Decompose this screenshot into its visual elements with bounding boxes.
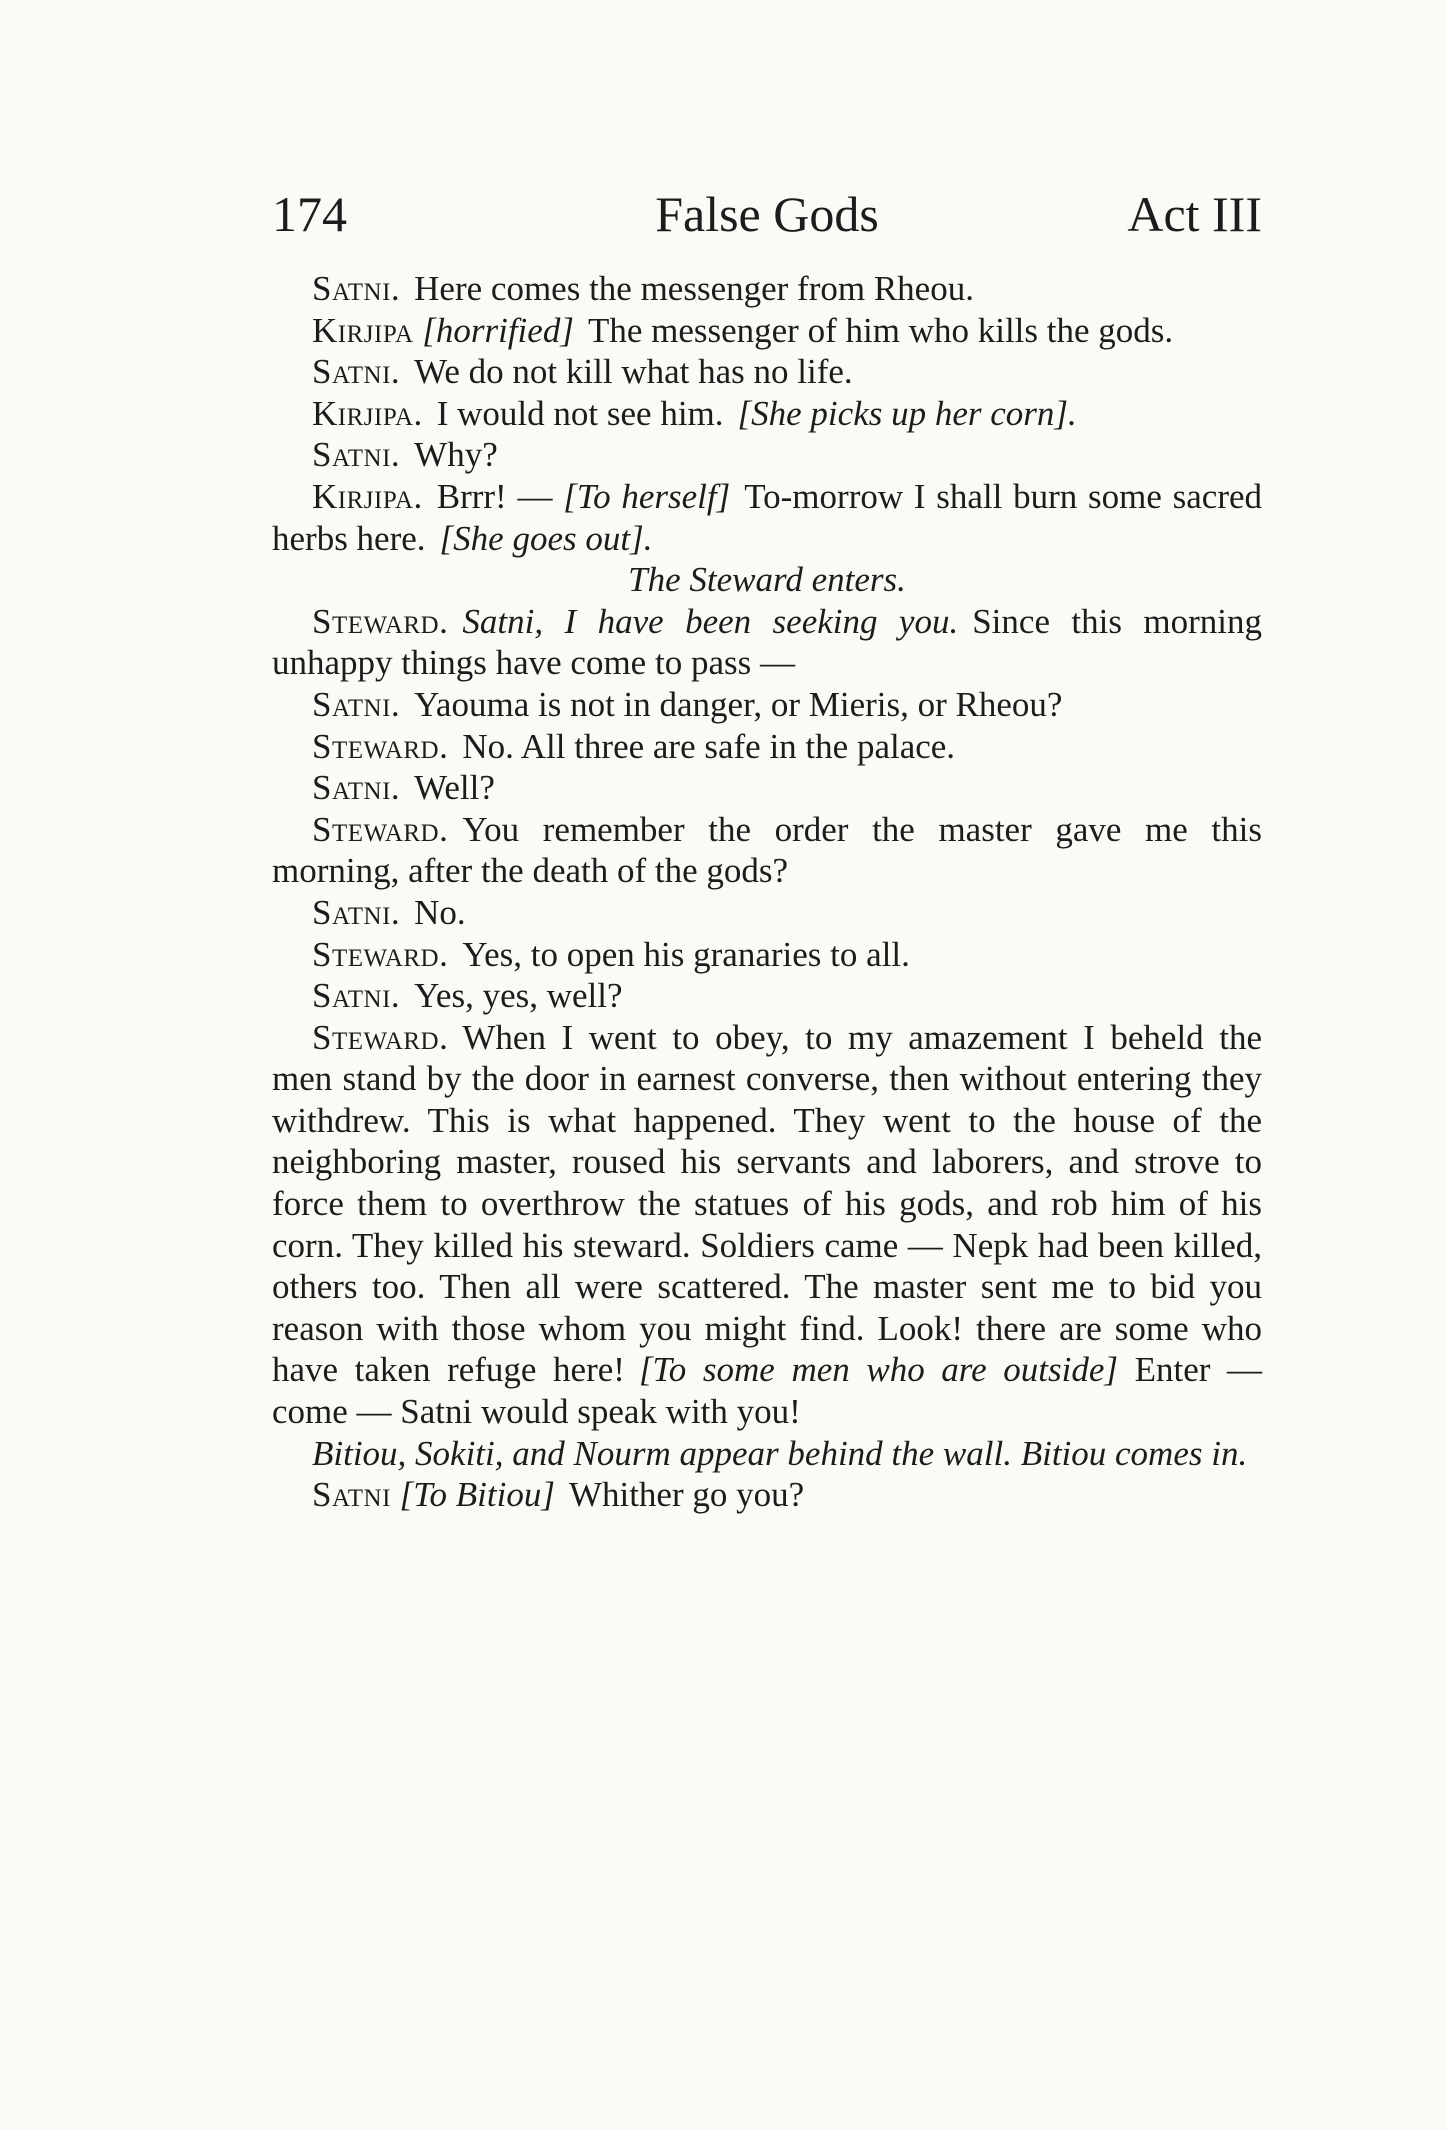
speech-text: Whither go you? <box>568 1475 805 1515</box>
stage-direction-inline: [horrified] <box>422 310 574 350</box>
speaker-name: Satni. <box>312 435 401 475</box>
speaker-name: Steward. <box>312 726 449 766</box>
speech-text: Enter — come — Satni would speak with you! <box>272 1350 1263 1432</box>
speech-10 <box>272 767 1262 809</box>
speech-text: Brrr! — <box>436 476 553 516</box>
speech-text: No. All three are safe in the palace. <box>462 726 956 766</box>
speech-5 <box>272 434 1262 476</box>
speaker-name: Satni. <box>312 269 401 308</box>
speaker-name: Kirjipa. <box>312 393 423 433</box>
speech-text: To-morrow I shall burn some sacred herbs here. <box>272 476 1263 558</box>
running-header <box>272 182 1262 246</box>
speech-text: Well? <box>414 768 495 808</box>
speech-7 <box>272 601 1262 684</box>
speech-text: We do not kill what has no life. <box>414 352 853 392</box>
speaker-name: Satni. <box>312 684 401 724</box>
speech-text-italic: Satni, I have been seeking you. <box>462 601 959 641</box>
speaker-name: Satni. <box>312 768 401 808</box>
act-label: Act III <box>1127 186 1262 242</box>
speech-text: No. <box>414 892 466 932</box>
speech-text: Here comes the messenger from Rheou. <box>414 269 974 308</box>
stage-direction-inline: [To some men who are outside] <box>638 1350 1118 1390</box>
speech-16 <box>272 1474 1262 1516</box>
speech-11 <box>272 809 1262 892</box>
speech-12 <box>272 892 1262 934</box>
speaker-name: Satni. <box>312 892 401 932</box>
speech-text: Yes, yes, well? <box>414 976 623 1016</box>
speaker-name: Satni. <box>312 352 401 392</box>
speech-text: Since this morning unhappy things have come to pass — <box>272 601 1262 683</box>
speech-4 <box>272 393 1262 435</box>
speaker-name: Satni <box>312 1475 391 1515</box>
speaker-name: Steward. <box>312 601 449 641</box>
speech-15 <box>272 1017 1262 1433</box>
speaker-name: Kirjipa <box>312 310 414 350</box>
stage-direction-inline: [To herself] <box>563 476 731 516</box>
stage-direction-inline: [She picks up her corn]. <box>737 393 1077 433</box>
speech-3 <box>272 351 1262 393</box>
speech-14 <box>272 975 1262 1017</box>
speech-text: Yes, to open his granaries to all. <box>462 934 910 974</box>
speech-9 <box>272 726 1262 768</box>
speech-2 <box>272 310 1262 352</box>
speech-text: You remember the order the master gave me this morning, after the death of the gods? <box>272 809 1262 891</box>
speaker-name: Satni. <box>312 976 401 1016</box>
speech-text: I would not see him. <box>436 393 724 433</box>
speaker-name: Kirjipa. <box>312 476 423 516</box>
speech-8 <box>272 684 1262 726</box>
running-title: False Gods <box>655 186 879 242</box>
stage-direction-inline: [She goes out]. <box>439 518 653 558</box>
speech-6 <box>272 476 1262 559</box>
speaker-name: Steward. <box>312 934 449 974</box>
speech-1 <box>272 268 1262 310</box>
page-number: 174 <box>272 186 347 242</box>
stage-direction: The Steward enters. <box>628 560 906 600</box>
speech-text: The messenger of him who kills the gods. <box>587 310 1174 350</box>
speech-text: Why? <box>414 435 498 475</box>
play-text <box>272 268 1262 1516</box>
speaker-name: Steward. <box>312 1017 449 1057</box>
speech-text: Yaouma is not in danger, or Mieris, or Rheou? <box>414 684 1063 724</box>
speech-13 <box>272 934 1262 976</box>
stage-direction-block: Bitiou, Sokiti, and Nourm appear behind the wall. Bitiou comes in. <box>312 1433 1248 1473</box>
speaker-name: Steward. <box>312 809 449 849</box>
speech-text: When I went to obey, to my amazement I beheld the men stand by the door in earnest converse, then without entering they withdrew. This is what happened. They went to the house of the neighboring master, roused his servants and laborers, and strove to force them to overthrow the statues of his gods, and rob him of his corn. They killed his steward. Soldiers came — Nepk had been killed, others too. Then all were scattered. The master sent me to bid you reason with those whom you might find. Look! there are some who have taken refuge here! <box>272 1017 1262 1390</box>
stage-direction-inline: [To Bitiou] <box>399 1475 555 1515</box>
